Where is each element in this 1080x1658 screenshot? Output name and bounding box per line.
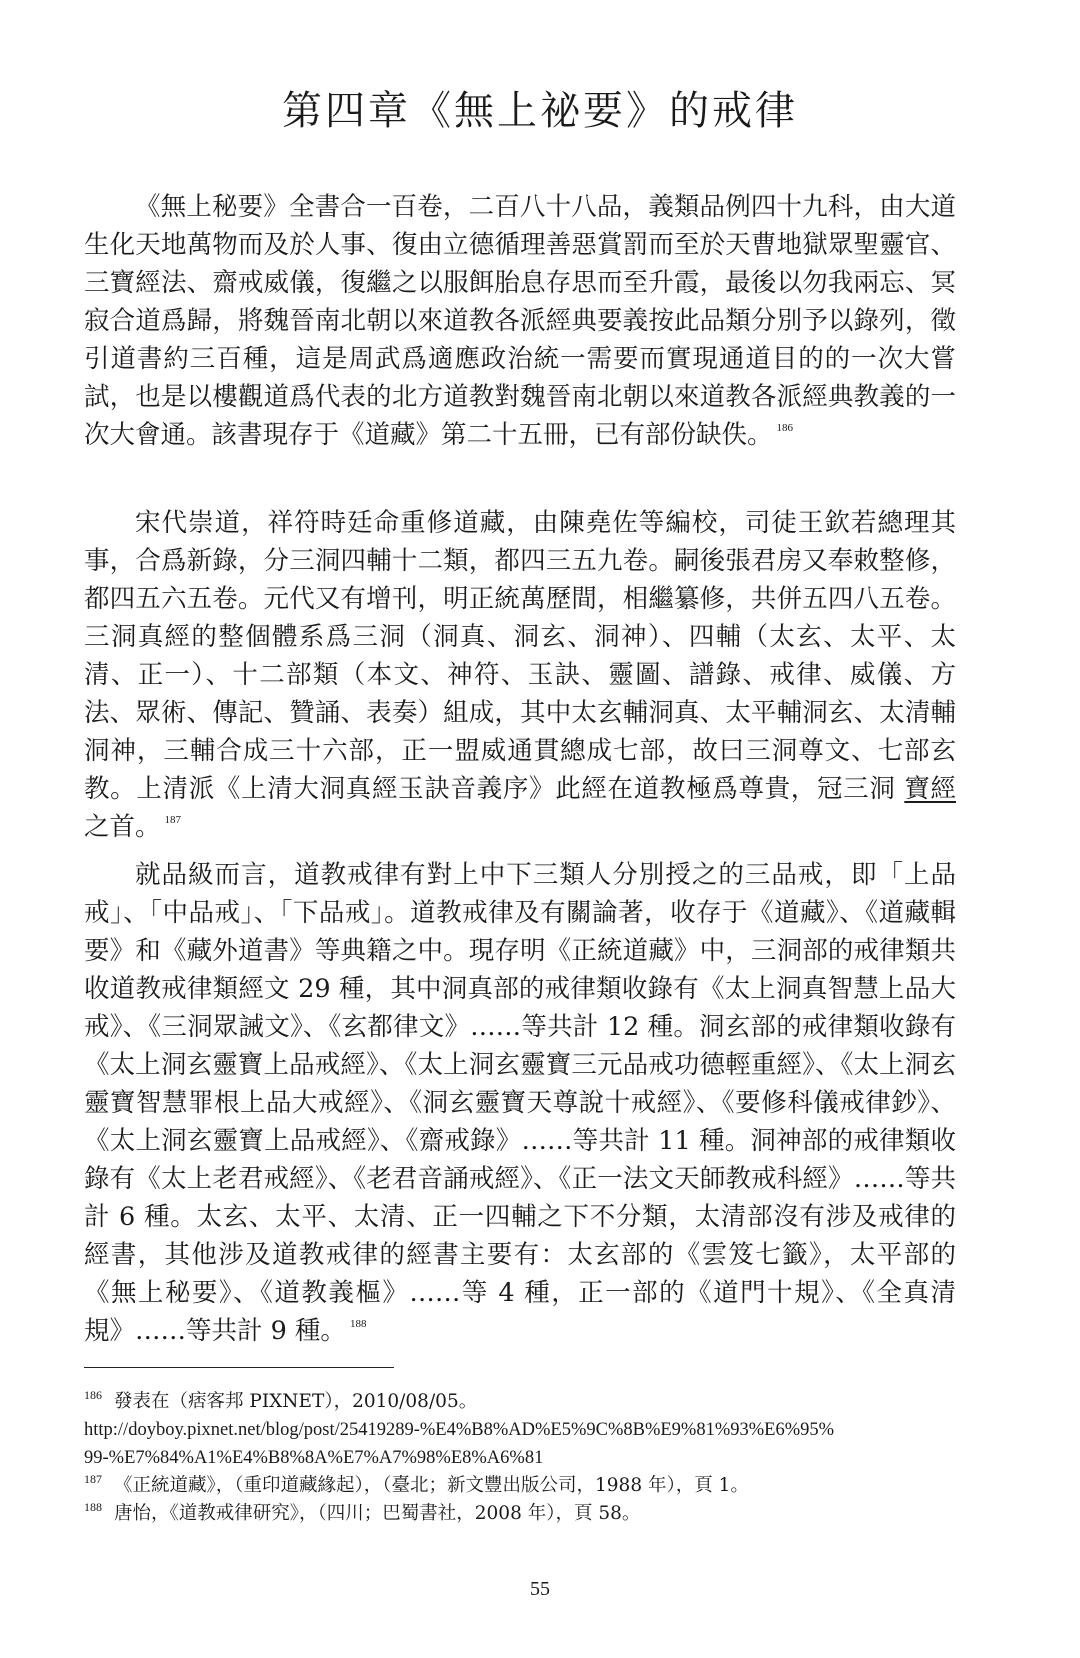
footnote-number: 188 bbox=[84, 1500, 102, 1514]
footnote-url-line-1[interactable]: http://doyboy.pixnet.net/blog/post/25419289-%E4%B8%AD%E5%9C%8B%E9%81%93%E6%95% bbox=[84, 1420, 835, 1440]
footnote-number: 186 bbox=[84, 1388, 102, 1402]
paragraph-2-text: 宋代崇道，祥符時廷命重修道藏，由陳堯佐等編校，司徒王欽若總理其事，合爲新錄，分三洞四輔十二類，都四三五九卷。嗣後張君房又奉敕整修，都四五六五卷。元代又有增刊，明正統萬歷間，相繼纂修，共併五四八五卷。三洞真經的整個體系爲三洞（洞真、洞玄、洞神）、四輔（太玄、太平、太清、正一）、十二部類（本文、神符、玉訣、靈圖、譜錄、戒律、威儀、方法、眾術、傳記、贊誦、表奏）組成，其中太玄輔洞真、太平輔洞玄、太清輔洞神，三輔合成三十六部，正一盟威通貫總成七部，故曰三洞尊文、七部玄教。上清派《上清大洞真經玉訣音義序》此經在道教極爲尊貴，冠三洞 bbox=[84, 507, 956, 804]
paragraph-1 bbox=[84, 188, 956, 454]
paragraph-2-tail: 之首。 bbox=[84, 811, 161, 842]
footnote-text: 發表在（痞客邦 PIXNET），2010/08/05。 bbox=[114, 1391, 478, 1412]
paragraph-3 bbox=[84, 856, 956, 1350]
footnote-186 bbox=[84, 1388, 984, 1416]
paragraph-3-text: 就品級而言，道教戒律有對上中下三類人分別授之的三品戒，即「上品戒」、「中品戒」、「下品戒」。道教戒律及有關論著，收存于《道藏》、《道藏輯要》和《藏外道書》等典籍之中。現存明《正統道藏》中，三洞部的戒律類共收道教戒律類經文 29 種，其中洞真部的戒律類收錄有《太上洞真智慧上品大戒》、《三洞眾誡文》、《玄都律文》……等共計 12 種。洞玄部的戒律類收錄有《太上洞玄靈寶上品戒經》、《太上洞玄靈寶三元品戒功德輕重經》、《太上洞玄靈寶智慧罪根上品大戒經》、《洞玄靈寶天尊說十戒經》、《要修科儀戒律鈔》、《太上洞玄靈寶上品戒經》、《齋戒錄》……等共計 11 種。洞神部的戒律類收錄有《太上老君戒經》、《老君音誦戒經》、《正一法文天師教戒科經》……等共計 6 種。太玄、太平、太清、正一四輔之下不分類，太清部沒有涉及戒律的經書，其他涉及道教戒律的經書主要有：太玄部的《雲笈七籤》，太平部的《無上秘要》、《道教義樞》……等 4 種，正一部的《道門十規》、《全真清規》……等共計 9 種。 bbox=[84, 859, 956, 1346]
footnote-ref-187[interactable]: 187 bbox=[164, 813, 182, 826]
footnote-text: 《正統道藏》，（重印道藏緣起），（臺北；新文豐出版公司，1988 年），頁 1。 bbox=[114, 1475, 749, 1496]
footnote-ref-188[interactable]: 188 bbox=[349, 1317, 367, 1330]
footnote-divider bbox=[84, 1367, 394, 1368]
underlined-term: 寶經 bbox=[904, 773, 956, 804]
footnote-ref-186[interactable]: 186 bbox=[776, 421, 794, 434]
chapter-title: 第四章《無上祕要》的戒律 bbox=[282, 87, 798, 134]
paragraph-2 bbox=[84, 504, 956, 846]
footnote-text: 唐怡，《道教戒律研究》，（四川；巴蜀書社，2008 年），頁 58。 bbox=[114, 1503, 641, 1524]
page-number: 55 bbox=[530, 1578, 550, 1600]
footnotes bbox=[84, 1388, 984, 1528]
footnote-187 bbox=[84, 1472, 984, 1500]
footnote-188 bbox=[84, 1500, 984, 1528]
footnote-number: 187 bbox=[84, 1472, 102, 1486]
paragraph-1-text: 《無上秘要》全書合一百卷，二百八十八品，義類品例四十九科，由大道生化天地萬物而及於人事、復由立德循理善惡賞罰而至於天曹地獄眾聖靈官、三寶經法、齋戒威儀，復繼之以服餌胎息存思而至升霞，最後以勿我兩忘、冥寂合道爲歸，將魏晉南北朝以來道教各派經典要義按此品類分別予以錄列，徵引道書約三百種，這是周武爲適應政治統一需要而實現通道目的的一次大嘗試，也是以樓觀道爲代表的北方道教對魏晉南北朝以來道教各派經典教義的一次大會通。該書現存于《道藏》第二十五冊，已有部份缺佚。 bbox=[84, 191, 956, 450]
footnote-url-line-2[interactable]: 99-%E7%84%A1%E4%B8%8A%E7%A7%98%E8%A6%81 bbox=[84, 1448, 544, 1468]
